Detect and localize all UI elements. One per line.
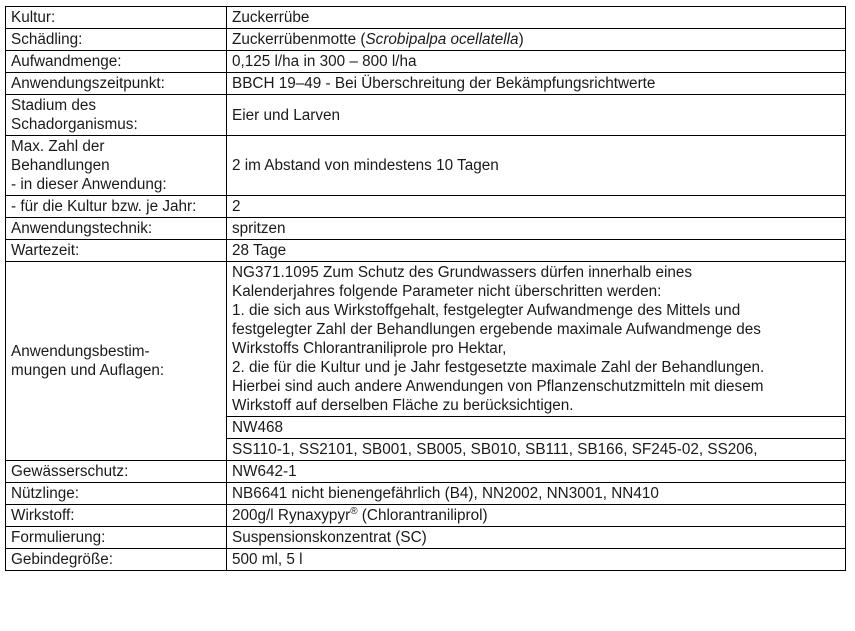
table-row xyxy=(6,549,846,571)
row-label: Gebindegröße: xyxy=(6,549,227,571)
row-value: Suspensionskonzentrat (SC) xyxy=(227,527,846,549)
row-value: 0,125 l/ha in 300 – 800 l/ha xyxy=(227,51,846,73)
row-label: Wirkstoff: xyxy=(6,505,227,527)
row-value: NB6641 nicht bienengefährlich (B4), NN2002, NN3001, NN410 xyxy=(227,483,846,505)
table-row xyxy=(6,240,846,262)
row-label: Stadium des Schadorganismus: xyxy=(6,95,227,136)
row-label: Schädling: xyxy=(6,29,227,51)
row-value: NW642-1 xyxy=(227,461,846,483)
table-row xyxy=(6,95,846,136)
table-row xyxy=(6,527,846,549)
table-row xyxy=(6,51,846,73)
row-value: 500 ml, 5 l xyxy=(227,549,846,571)
row-label: Nützlinge: xyxy=(6,483,227,505)
row-value: spritzen xyxy=(227,218,846,240)
row-value: BBCH 19–49 - Bei Überschreitung der Bekämpfungsrichtwerte xyxy=(227,73,846,95)
value-text: Zuckerrübenmotte ( xyxy=(232,31,366,48)
row-value xyxy=(227,29,846,51)
row-value: 28 Tage xyxy=(227,240,846,262)
row-value: 2 im Abstand von mindestens 10 Tagen xyxy=(227,136,846,196)
row-label: Wartezeit: xyxy=(6,240,227,262)
table-row xyxy=(6,218,846,240)
row-value: SS110-1, SS2101, SB001, SB005, SB010, SB111, SB166, SF245-02, SS206, xyxy=(227,439,846,461)
product-info-table xyxy=(5,6,846,571)
value-text: 200g/l Rynaxypyr xyxy=(232,507,351,524)
value-text: ) xyxy=(518,31,524,48)
row-value: Eier und Larven xyxy=(227,95,846,136)
table-row xyxy=(6,483,846,505)
table-row xyxy=(6,262,846,417)
registered-mark: ® xyxy=(350,505,358,517)
row-label: Anwendungszeitpunkt: xyxy=(6,73,227,95)
table-row xyxy=(6,505,846,527)
table-row xyxy=(6,136,846,196)
row-label: Formulierung: xyxy=(6,527,227,549)
row-label: Anwendungsbestim- mungen und Auflagen: xyxy=(6,262,227,461)
table-row xyxy=(6,461,846,483)
value-text: (Chlorantraniliprol) xyxy=(357,507,488,524)
row-value: 2 xyxy=(227,196,846,218)
table-row xyxy=(6,7,846,29)
row-value xyxy=(227,505,846,527)
row-label: Gewässerschutz: xyxy=(6,461,227,483)
table-row xyxy=(6,73,846,95)
species-name: Scrobipalpa ocellatella xyxy=(365,31,519,48)
row-label: - für die Kultur bzw. je Jahr: xyxy=(6,196,227,218)
row-value: NG371.1095 Zum Schutz des Grundwassers dürfen innerhalb eines Kalenderjahres folgende Parameter nicht überschritten werden: 1. die sich aus Wirkstoffgehalt, festgelegter Aufwandmenge des Mittels und festgelegter Zahl der Behandlungen ergebende maximale Aufwandmenge des Wirkstoffs Chlorantraniliprole pro Hektar, 2. die für die Kultur und je Jahr festgesetzte maximale Zahl der Behandlungen. Hierbei sind auch andere Anwendungen von Pflanzenschutzmitteln mit diesem Wirkstoff auf derselben Fläche zu berücksichtigen. xyxy=(227,262,846,417)
row-value: Zuckerrübe xyxy=(227,7,846,29)
row-label: Anwendungstechnik: xyxy=(6,218,227,240)
row-value: NW468 xyxy=(227,417,846,439)
row-label: Aufwandmenge: xyxy=(6,51,227,73)
row-label: Kultur: xyxy=(6,7,227,29)
row-label: Max. Zahl der Behandlungen - in dieser Anwendung: xyxy=(6,136,227,196)
table-row xyxy=(6,29,846,51)
table-row xyxy=(6,196,846,218)
